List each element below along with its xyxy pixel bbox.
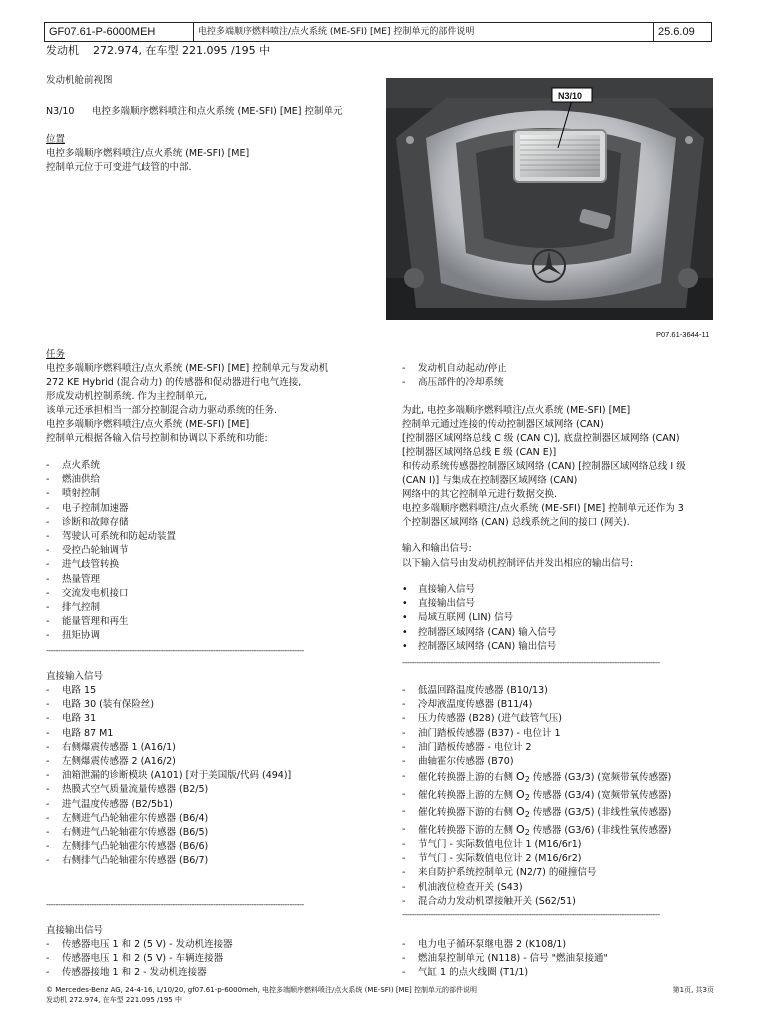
list-item: - 能量管理和再生	[46, 615, 376, 629]
direct-input-list	[46, 684, 386, 868]
can-line: 网络中的其它控制单元进行数据交换.	[402, 489, 558, 500]
can-line: [控制器区域网络总线 C 级 (CAN C)], 底盘控制器区域网络 (CAN)	[402, 433, 680, 444]
component-code: N3/10	[46, 106, 75, 117]
list-item: - 点火系统	[46, 459, 376, 473]
list-item: • 控制器区域网络 (CAN) 输入信号	[402, 626, 712, 640]
function-list	[46, 459, 376, 643]
list-item: - 气缸 1 的点火线圈 (T1/1)	[402, 966, 714, 980]
component-description: 电控多端顺序燃料喷注和点火系统 (ME-SFI) [ME] 控制单元	[92, 106, 343, 117]
list-item: - 压力传感器 (B28) (进气歧管气压)	[402, 712, 714, 726]
list-item: • 局域互联网 (LIN) 信号	[402, 611, 712, 625]
list-item: - 左侧爆震传感器 2 (A16/2)	[46, 755, 386, 769]
task-line: 272 KE Hybrid (混合动力) 的传感器和促动器进行电气连接,	[46, 377, 302, 388]
list-item: - 进气温度传感器 (B2/5b1)	[46, 798, 386, 812]
separator: ------------------------------------------------------------------------------------------------------------	[46, 900, 304, 909]
list-item: - 冷却液温度传感器 (B11/4)	[402, 698, 714, 712]
list-item: - 传感器接地 1 和 2 - 发动机连接器	[46, 966, 386, 980]
task-line: 控制单元根据各输入信号控制和协调以下系统和功能:	[46, 433, 268, 444]
list-item: - 右侧爆震传感器 1 (A16/1)	[46, 741, 386, 755]
can-text	[402, 404, 714, 530]
list-item: - 左侧进气凸轮轴霍尔传感器 (B6/4)	[46, 812, 386, 826]
direct-input-heading: 直接输入信号	[46, 671, 104, 682]
io-heading: 输入和输出信号:	[402, 543, 472, 554]
direct-input-list-right-2	[402, 838, 714, 909]
direct-output-heading: 直接输出信号	[46, 925, 104, 936]
engine-photo	[386, 78, 713, 320]
location-text-2: 控制单元位于可变进气歧管的中部.	[46, 162, 192, 173]
list-item: - 热膜式空气质量流量传感器 (B2/5)	[46, 783, 386, 797]
list-item: - 受控凸轮轴调节	[46, 544, 376, 558]
list-item: - 电路 87 M1	[46, 727, 386, 741]
document-header	[44, 22, 712, 42]
list-item: - 催化转换器上游的左侧 $O_2$ 传感器 (G3/4) (宽频带氧传感器)	[402, 788, 714, 806]
o2-sensor-list	[402, 770, 714, 840]
location-heading: 位置	[46, 134, 66, 145]
list-item: - 催化转换器上游的右侧 $O_2$ 传感器 (G3/3) (宽频带氧传感器)	[402, 770, 714, 788]
list-item: - 催化转换器下游的右侧 $O_2$ 传感器 (G3/5) (非线性氧传感器)	[402, 805, 714, 823]
task-line: 形成发动机控制系统. 作为主控制单元,	[46, 391, 208, 402]
photo-callout: N3/10	[558, 91, 583, 101]
separator: ------------------------------------------------------------------------------------------------------------	[46, 646, 304, 655]
task-line: 该单元还承担相当一部分控制混合动力驱动系统的任务.	[46, 405, 278, 416]
can-line: [控制器区域网络总线 E 级 (CAN E)]	[402, 447, 557, 458]
list-item: • 控制器区域网络 (CAN) 输出信号	[402, 640, 712, 654]
footer-line-2: 发动机 272.974, 在车型 221.095 /195 中	[46, 996, 182, 1004]
io-list	[402, 583, 712, 654]
list-item: - 电路 30 (装有保险丝)	[46, 698, 386, 712]
view-title: 发动机舱前视图	[46, 75, 113, 86]
doc-id: GF07.61-P-6000MEH	[45, 23, 194, 41]
list-item: - 燃油泵控制单元 (N118) - 信号 "燃油泵接通"	[402, 952, 714, 966]
task-line: 电控多端顺序燃料喷注/点火系统 (ME-SFI) [ME]	[46, 419, 250, 430]
engine-line: 发动机 272.974, 在车型 221.095 /195 中	[46, 44, 271, 57]
direct-output-list-right	[402, 938, 714, 981]
page-number: 第1页, 共3页	[672, 986, 714, 994]
list-item: - 油箱泄漏的诊断模块 (A101) [对于美国版/代码 (494)]	[46, 769, 386, 783]
list-item: - 节气门 - 实际数值电位计 2 (M16/6r2)	[402, 852, 714, 866]
list-item: - 右侧排气凸轮轴霍尔传感器 (B6/7)	[46, 854, 386, 868]
list-item: - 扭矩协调	[46, 629, 376, 643]
can-line: (CAN I)] 与集成在控制器区域网络 (CAN)	[402, 475, 578, 486]
list-item: - 低温回路温度传感器 (B10/13)	[402, 684, 714, 698]
list-item: - 排气控制	[46, 601, 376, 615]
list-item: - 热量管理	[46, 573, 376, 587]
list-item: - 电路 15	[46, 684, 386, 698]
list-item: • 直接输入信号	[402, 583, 712, 597]
task-text	[46, 362, 376, 446]
separator: ------------------------------------------------------------------------------------------------------------	[402, 910, 660, 919]
task-heading: 任务	[46, 349, 66, 360]
direct-output-list	[46, 938, 386, 981]
doc-title: 电控多端顺序燃料喷注/点火系统 (ME-SFI) [ME] 控制单元的部件说明	[194, 23, 654, 41]
list-item: - 电路 31	[46, 712, 386, 726]
can-line: 个控制器区域网络 (CAN) 总线系统之间的接口 (网关).	[402, 517, 630, 528]
list-item: - 电子控制加速器	[46, 502, 376, 516]
photo-reference: P07.61-3644-11	[656, 330, 710, 339]
list-item: - 右侧进气凸轮轴霍尔传感器 (B6/5)	[46, 826, 386, 840]
list-item: - 电力电子循环泵继电器 2 (K108/1)	[402, 938, 714, 952]
list-item: - 发动机自动起动/停止	[402, 362, 712, 376]
separator: ------------------------------------------------------------------------------------------------------------	[402, 658, 660, 667]
list-item: - 油门踏板传感器 - 电位计 2	[402, 741, 714, 755]
list-item: - 喷射控制	[46, 487, 376, 501]
page-footer	[46, 985, 714, 1005]
list-item: - 节气门 - 实际数值电位计 1 (M16/6r1)	[402, 838, 714, 852]
can-line: 电控多端顺序燃料喷注/点火系统 (ME-SFI) [ME] 控制单元还作为 3	[402, 503, 684, 514]
list-item: - 进气歧管转换	[46, 558, 376, 572]
list-item: - 机油液位检查开关 (S43)	[402, 881, 714, 895]
direct-input-list-right	[402, 684, 714, 769]
list-item: - 驾驶认可系统和防起动装置	[46, 530, 376, 544]
task-line: 电控多端顺序燃料喷注/点火系统 (ME-SFI) [ME] 控制单元与发动机	[46, 363, 329, 374]
location-text-1: 电控多端顺序燃料喷注/点火系统 (ME-SFI) [ME]	[46, 148, 250, 159]
function-list-continued	[402, 362, 712, 390]
list-item: - 来自防护系统控制单元 (N2/7) 的碰撞信号	[402, 866, 714, 880]
list-item: - 传感器电压 1 和 2 (5 V) - 发动机连接器	[46, 938, 386, 952]
list-item: - 混合动力发动机罩接触开关 (S62/51)	[402, 895, 714, 909]
footer-line-1: © Mercedes-Benz AG, 24-4-16, L/10/20, gf07.61-p-6000meh, 电控多端顺序燃料喷注/点火系统 (ME-SFI) [ME] 控制单元的部件说明	[46, 986, 477, 994]
io-text: 以下输入信号由发动机控制评估并发出相应的输出信号:	[402, 558, 634, 569]
list-item: • 直接输出信号	[402, 597, 712, 611]
list-item: - 传感器电压 1 和 2 (5 V) - 车辆连接器	[46, 952, 386, 966]
list-item: - 油门踏板传感器 (B37) - 电位计 1	[402, 727, 714, 741]
can-line: 控制单元通过连接的传动控制器区域网络 (CAN)	[402, 419, 604, 430]
list-item: - 诊断和故障存储	[46, 516, 376, 530]
list-item: - 交流发电机接口	[46, 587, 376, 601]
can-line: 和传动系统传感器控制器区域网络 (CAN) [控制器区域网络总线 I 级	[402, 461, 686, 472]
list-item: - 高压部件的冷却系统	[402, 376, 712, 390]
list-item: - 燃油供给	[46, 473, 376, 487]
list-item: - 左侧排气凸轮轴霍尔传感器 (B6/6)	[46, 840, 386, 854]
list-item: - 曲轴霍尔传感器 (B70)	[402, 755, 714, 769]
doc-date: 25.6.09	[658, 26, 695, 38]
list-item: - 催化转换器下游的左侧 $O_2$ 传感器 (G3/6) (非线性氧传感器)	[402, 823, 714, 841]
can-line: 为此, 电控多端顺序燃料喷注/点火系统 (ME-SFI) [ME]	[402, 405, 631, 416]
